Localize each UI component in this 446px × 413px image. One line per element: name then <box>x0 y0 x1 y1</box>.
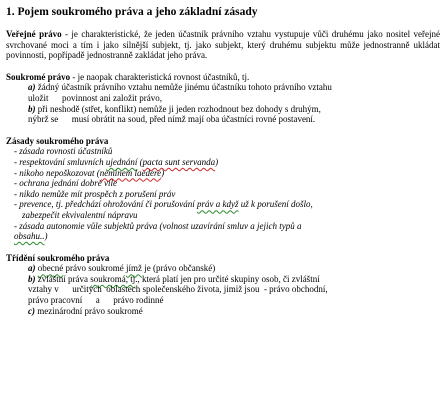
zasady-list <box>6 146 440 241</box>
trideni-point-c <box>6 306 440 317</box>
list-item: - prevence, tj. předchází ohrožování či porušování práv a když už k porušení došlo, <box>14 199 313 210</box>
list-item: - nikoho nepoškozovat (neminem laedere) <box>14 167 165 178</box>
point-b-label: b) <box>28 103 36 114</box>
verejne-pravo-term: Veřejné právo <box>6 29 62 39</box>
trideni-c-text: mezinárodní právo soukromé <box>35 305 143 316</box>
point-b-line1: při neshodě (střet, konflikt) nemůže ji jeden rozhodnout bez dohody s druhým, <box>35 103 321 114</box>
soukrome-point-a-cont: uložit povinnost ani založit právo, <box>28 92 162 103</box>
trideni-c-label: c) <box>28 305 35 316</box>
soukrome-point-a <box>6 82 440 93</box>
soukrome-pravo-text: - je naopak charakteristická rovnost účastníků, tj. <box>70 71 250 82</box>
list-item: - ochrana jednání dobré víle <box>14 178 117 189</box>
trideni-point-b-cont1: vztahy v určitých oblastech společenského života, jimiž jsou - právo obchodní, <box>28 284 328 295</box>
list-item: - zásada autonomie vůle subjektů práva (volnost uzavírání smluv a jejich typů a <box>14 220 302 231</box>
trideni-b-label: b) <box>28 273 36 284</box>
soukrome-pravo-term: Soukromé právo <box>6 71 71 82</box>
verejne-pravo-paragraph <box>6 29 440 61</box>
soukrome-point-b <box>6 104 440 115</box>
point-a-line1: žádný účastník právního vztahu nemůže jinému účastníku tohoto právního vztahu <box>35 82 332 93</box>
trideni-a-label: a) <box>28 263 36 274</box>
document-title: 1. Pojem soukromého práva a jeho základní zásady <box>6 6 258 18</box>
soukrome-pravo-paragraph <box>6 72 440 83</box>
trideni-point-b-cont2: právo pracovní a právo rodinné <box>28 295 164 306</box>
list-item: zabezpečit ekvivalentní nápravu <box>22 209 138 220</box>
trideni-point-a: a) obecné právo soukromé jímž je (právo občanské) <box>28 263 216 274</box>
point-a-label: a) <box>28 82 36 93</box>
zasady-heading: Zásady soukromého práva <box>6 135 109 146</box>
verejne-pravo-text: - je charakteristické, že jeden účastník právního vztahu vystupuje vůči druhému jako nositel veřejné svrchované moci a tím i jako silnější subjekt, tj. jako subjekt, který druhému subjektu může jednostranně ukládat povinnosti, popřípadě jednostranně zakládat jeho práva. <box>6 29 441 61</box>
trideni-heading: Třídění soukromého práva <box>6 252 110 263</box>
soukrome-point-b-cont: nýbrž se musí obrátit na soud, před nímž mají oba účastníci rovné postavení. <box>28 114 316 125</box>
trideni-point-b: b) zvláštní práva soukromá, tj., která platí jen pro určité skupiny osob, či zvláštní <box>28 273 320 284</box>
list-item: obsahu..) <box>14 231 48 242</box>
list-item: - nikdo nemůže mít prospěch z porušení práv <box>14 188 176 199</box>
list-item: - zásada rovnosti účastníků <box>14 146 113 157</box>
list-item: - respektování smluvních ujednání (pacta sunt servanda) <box>14 156 219 167</box>
